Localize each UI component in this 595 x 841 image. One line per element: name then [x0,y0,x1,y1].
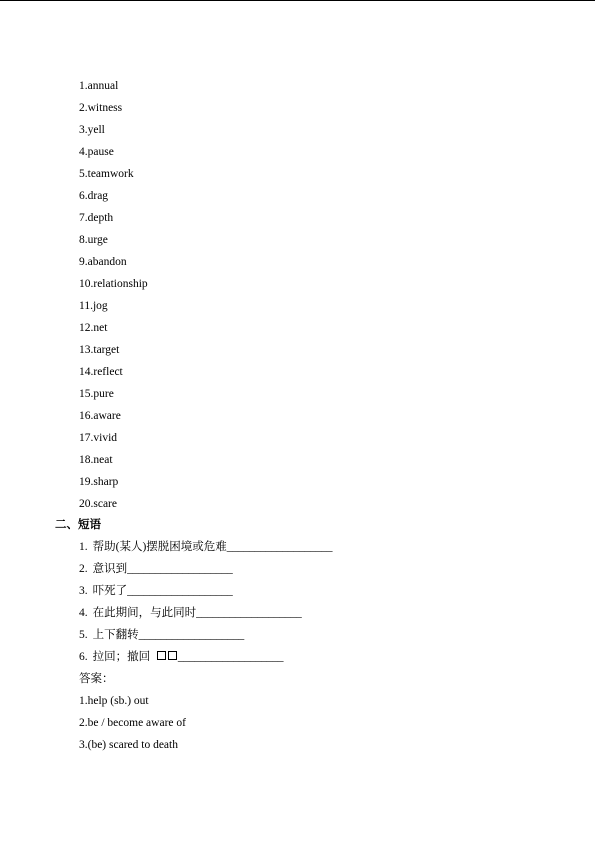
phrase-number: 4. [79,607,88,619]
phrase-text: 拉回；撤回 [92,651,151,663]
answer-label: 答案： [79,673,114,685]
phrase-number: 5. [79,629,88,641]
phrase-text: 帮助(某人)摆脱困境或危难 [92,541,227,553]
phrase-number: 2. [79,563,88,575]
phrase-item [79,606,332,628]
answer-blank[interactable]: ___________________ [138,629,245,641]
vocab-item: 17.vivid [79,432,118,444]
vocab-item: 18.neat [79,454,113,466]
vocab-item: 2.witness [79,102,123,114]
phrase-number: 1. [79,541,88,553]
vocab-item: 1.annual [79,80,119,92]
answer-list [79,672,186,760]
vocab-item: 16.aware [79,410,121,422]
answer-blank[interactable]: ___________________ [127,585,233,597]
vocab-item: 19.sharp [79,476,119,488]
missing-char-box-icon [157,651,166,660]
phrase-list [79,540,332,672]
phrase-number: 6. [79,651,88,663]
vocab-item: 3.yell [79,124,105,136]
answer-blank[interactable]: ___________________ [127,563,233,575]
phrase-item [79,562,332,584]
phrase-item [79,628,332,650]
missing-char-box-icon [168,651,177,660]
vocab-item: 8.urge [79,234,108,246]
vocab-item: 15.pure [79,388,114,400]
answer-blank[interactable]: ___________________ [196,607,302,619]
vocab-item: 6.drag [79,190,109,202]
phrase-text: 意识到 [92,563,128,575]
vocab-item: 7.depth [79,212,114,224]
vocab-item: 10.relationship [79,278,148,290]
phrase-text: 吓死了 [92,585,128,597]
section-heading-phrases: 二、短语 [55,519,101,531]
phrase-item [79,540,332,562]
phrase-number: 3. [79,585,88,597]
answer-blank[interactable]: ___________________ [226,541,333,553]
vocab-item: 4.pause [79,146,114,158]
answer-item: 1.help (sb.) out [79,695,149,707]
vocab-item: 11.jog [79,300,108,312]
phrase-item [79,650,332,672]
vocab-item: 5.teamwork [79,168,134,180]
phrase-text: 上下翻转 [92,629,139,641]
vocab-item: 20.scare [79,498,117,510]
answer-item: 2.be / become aware of [79,717,186,729]
answer-blank[interactable]: ___________________ [177,651,284,663]
vocab-list [79,79,148,519]
phrase-text: 在此期间，与此同时 [92,607,197,619]
vocab-item: 9.abandon [79,256,127,268]
vocab-item: 13.target [79,344,120,356]
answer-item: 3.(be) scared to death [79,739,178,751]
phrase-item [79,584,332,606]
vocab-item: 12.net [79,322,108,334]
vocab-item: 14.reflect [79,366,123,378]
